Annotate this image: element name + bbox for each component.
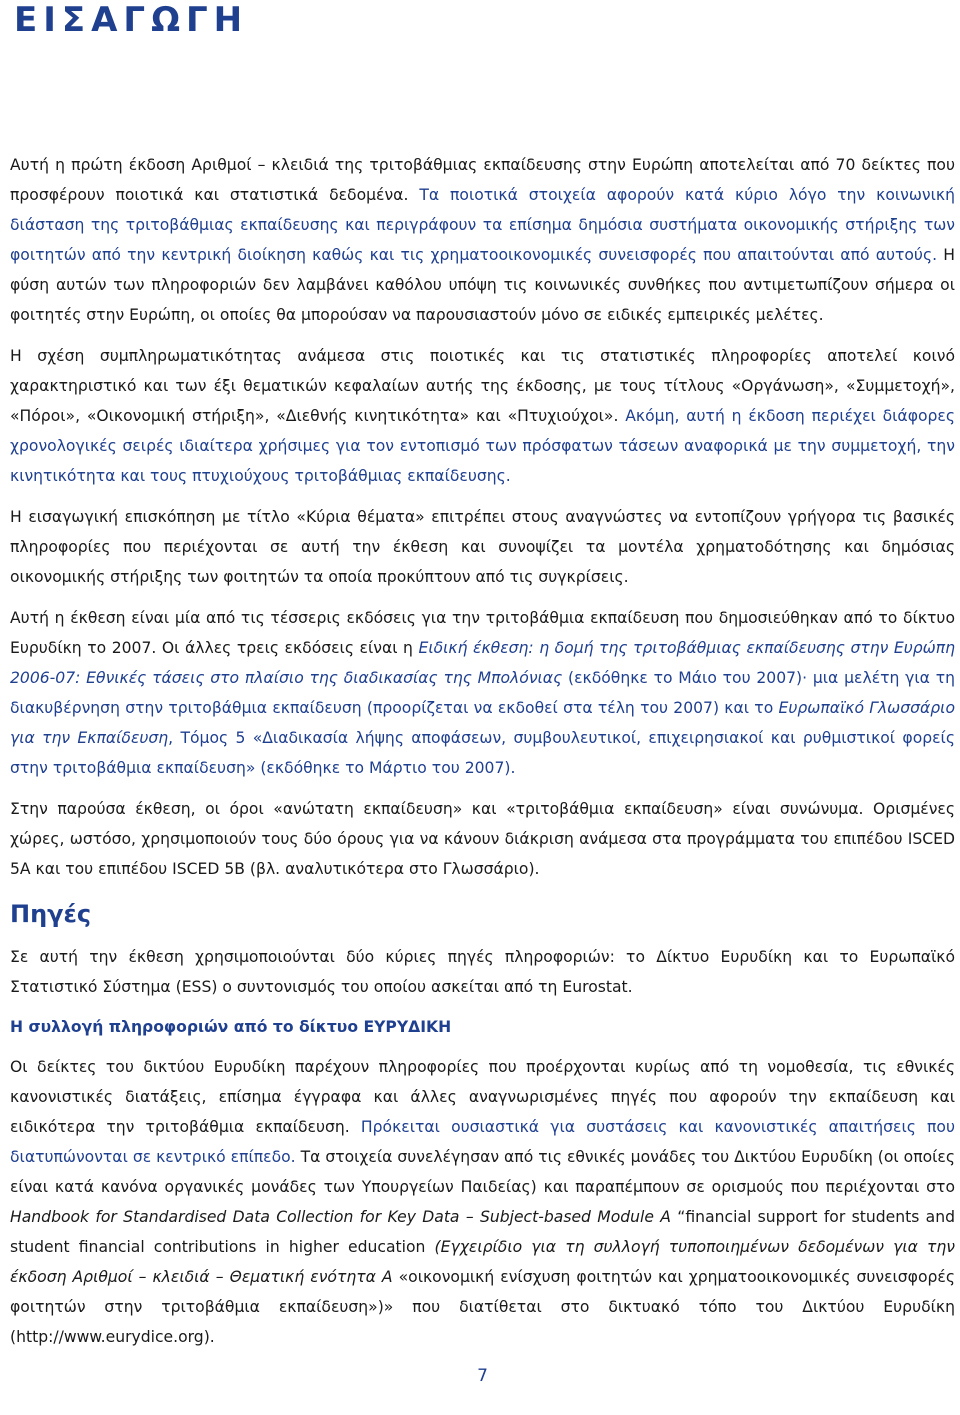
sources-p2-handbook-greek-title: (Εγχειρίδιο για τη συλλογή τυποποιημένων δεδομένων για την έκδοση Αριθμοί – κλειδιά – Θεματική ενότητα Α bbox=[10, 1238, 956, 1286]
sources-heading: Πηγές bbox=[10, 900, 92, 928]
sources-p2-handbook-title: Handbook for Standardised Data Collection for Key Data – Subject-based Module A bbox=[10, 1208, 671, 1226]
sources-paragraph-1 bbox=[10, 942, 955, 1002]
sources-p2-text-g: «οικονομική ενίσχυση φοιτητών και χρηματοοικονομικές συνεισφορές φοιτητών στην τριτοβάθμια εκπαίδευση»)» που διατίθεται στο δικτυακό τόπο του Δικτύου Ευρυδίκη (http://www.eurydice.org). bbox=[10, 1268, 955, 1346]
intro-p1-text-c: Η φύση αυτών των πληροφοριών δεν λαμβάνει καθόλου υπόψη τις κοινωνικές συνθήκες που αντιμετωπίζουν σήμερα οι φοιτητές στην Ευρώπη, οι οποίες θα μπορούσαν να παρουσιαστούν μόνο σε ειδικές εμπειρικές μελέτες. bbox=[10, 246, 955, 324]
main-content bbox=[10, 150, 955, 1363]
intro-p4-publication-title: Ειδική έκθεση: η δομή της τριτοβάθμιας εκπαίδευσης στην Ευρώπη 2006-07: Εθνικές τάσεις στο πλαίσιο της διαδικασίας της Μπολόνιας bbox=[10, 639, 955, 687]
intro-p5-text: Στην παρούσα έκθεση, οι όροι «ανώτατη εκπαίδευση» και «τριτοβάθμια εκπαίδευση» είναι συνώνυμα. Ορισμένες χώρες, ωστόσο, χρησιμοποιούν τους δύο όρους για να κάνουν διάκριση ανάμεσα στα προγράμματα του επιπέδου ISCED 5A και του επιπέδου ISCED 5B (βλ. αναλυτικότερα στο Γλωσσάριο). bbox=[10, 800, 955, 878]
intro-paragraph-1 bbox=[10, 150, 955, 330]
eurydice-subheading: Η συλλογή πληροφοριών από το δίκτυο ΕΥΡΥΔΙΚΗ bbox=[10, 1018, 452, 1036]
intro-paragraph-2 bbox=[10, 341, 955, 491]
page-title: ΕΙΣΑΓΩΓΗ bbox=[14, 0, 249, 40]
intro-p3-text: Η εισαγωγική επισκόπηση με τίτλο «Κύρια θέματα» επιτρέπει στους αναγνώστες να εντοπίζουν γρήγορα τις βασικές πληροφορίες που περιέχονται σε αυτή την έκθεση και συνοψίζει τα μοντέλα χρηματοδότησης και δημόσιας οικονομικής στήριξης των φοιτητών τα οποία προκύπτουν από τις συγκρίσεις. bbox=[10, 508, 955, 586]
intro-p2-text-b: Ακόμη, αυτή η έκδοση περιέχει διάφορες χρονολογικές σειρές ιδιαίτερα χρήσιμες για τον εντοπισμό των πρόσφατων τάσεων αναφορικά με την συμμετοχή, την κινητικότητα και τους πτυχιούχους τριτοβάθμιας εκπαίδευσης. bbox=[10, 407, 955, 485]
page-number: 7 bbox=[477, 1366, 488, 1386]
sources-p1-text: Σε αυτή την έκθεση χρησιμοποιούνται δύο κύριες πηγές πληροφοριών: το Δίκτυο Ευρυδίκη και το Ευρωπαϊκό Στατιστικό Σύστημα (ESS) ο συντονισμός του οποίου ασκείται από τη Eurostat. bbox=[10, 948, 955, 996]
intro-p1-text-b: Τα ποιοτικά στοιχεία αφορούν κατά κύριο λόγο την κοινωνική διάσταση της τριτοβάθμιας εκπαίδευσης και περιγράφουν τα επίσημα δημόσια συστήματα οικονομικής στήριξης των φοιτητών από την κεντρική διοίκηση καθώς και τις χρηματοοικονομικές συνεισφορές που απαιτούνται από αυτούς. bbox=[10, 186, 955, 264]
intro-paragraph-5 bbox=[10, 794, 955, 884]
intro-p4-text-e: , Τόμος 5 «Διαδικασία λήψης αποφάσεων, συμβουλευτικοί, επιχειρησιακοί και ρυθμιστικοί φορείς στην τριτοβάθμια εκπαίδευση» (εκδόθηκε το Μάρτιο του 2007). bbox=[10, 729, 955, 777]
sources-p2-text-a: Οι δείκτες του δικτύου Ευρυδίκη παρέχουν πληροφορίες που προέρχονται κυρίως από τη νομοθεσία, τις εθνικές κανονιστικές διατάξεις, επίσημα έγγραφα και άλλες αναγνωρισμένες πηγές που αφορούν την εκπαίδευση και ειδικότερα την τριτοβάθμια εκπαίδευση. bbox=[10, 1058, 955, 1136]
intro-p4-text-a: Αυτή η έκθεση είναι μία από τις τέσσερις εκδόσεις για την τριτοβάθμια εκπαίδευση που δημοσιεύθηκαν από το δίκτυο Ευρυδίκη το 2007. Οι άλλες τρεις εκδόσεις είναι η bbox=[10, 609, 955, 657]
sources-p2-text-e: “financial support for students and student financial contributions in higher education bbox=[10, 1208, 955, 1256]
intro-p4-glossary-title: Ευρωπαϊκό Γλωσσάριο για την Εκπαίδευση bbox=[10, 699, 955, 747]
intro-p1-text-a: Αυτή η πρώτη έκδοση Αριθμοί – κλειδιά της τριτοβάθμιας εκπαίδευσης στην Ευρώπη αποτελείται από 70 δείκτες που προσφέρουν ποιοτικά και στατιστικά δεδομένα. bbox=[10, 156, 955, 204]
intro-paragraph-4 bbox=[10, 603, 955, 783]
intro-paragraph-3 bbox=[10, 502, 955, 592]
sources-paragraph-2 bbox=[10, 1052, 955, 1352]
sources-p2-text-c: Τα στοιχεία συνελέγησαν από τις εθνικές μονάδες του Δικτύου Ευρυδίκη (οι οποίες είναι κατά κανόνα οργανικές μονάδες των Υπουργείων Παιδείας) και παραπέμπουν σε ορισμούς που περιέχονται στο bbox=[10, 1148, 955, 1196]
intro-p4-text-c: (εκδόθηκε το Μάιο του 2007)· μια μελέτη για τη διακυβέρνηση στην τριτοβάθμια εκπαίδευση (προορίζεται να εκδοθεί στα τέλη του 2007) και το bbox=[10, 669, 955, 717]
sources-p2-text-b: Πρόκειται ουσιαστικά για συστάσεις και κανονιστικές απαιτήσεις που διατυπώνονται σε κεντρικό επίπεδο. bbox=[10, 1118, 955, 1166]
intro-p2-text-a: Η σχέση συμπληρωματικότητας ανάμεσα στις ποιοτικές και τις στατιστικές πληροφορίες αποτελεί κοινό χαρακτηριστικό και των έξι θεματικών κεφαλαίων αυτής της έκδοσης, με τους τίτλους «Οργάνωση», «Συμμετοχή», «Πόροι», «Οικονομική στήριξη», «Διεθνής κινητικότητα» και «Πτυχιούχοι». bbox=[10, 347, 955, 425]
